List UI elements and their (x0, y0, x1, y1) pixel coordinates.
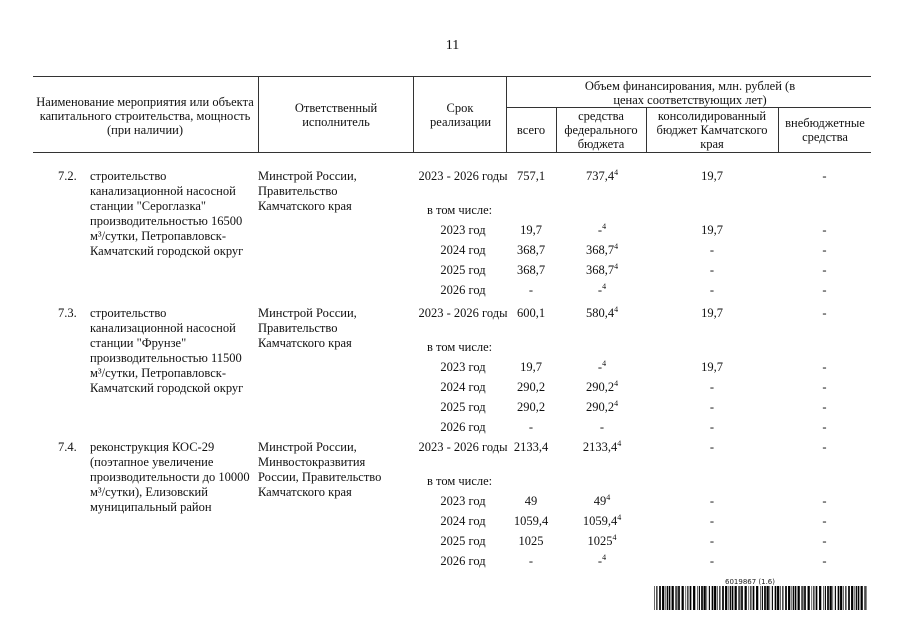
header-divider (413, 76, 414, 152)
footnote-marker: 4 (614, 242, 619, 251)
footnote-marker: 4 (614, 305, 619, 314)
consolidated-value: - (709, 263, 715, 277)
footnote-marker: 4 (614, 399, 619, 408)
barcode-bar (662, 586, 664, 610)
barcode-bar (802, 586, 803, 610)
total-value: 368,7 (516, 263, 546, 277)
period-cell: 2025 год (440, 263, 486, 277)
header-name: Наименование мероприятия или объекта капитального строительства, мощность (при наличии) (36, 95, 254, 137)
header-divider (778, 107, 779, 152)
extrabudget-value: - (822, 534, 827, 548)
barcode-bar (851, 586, 853, 610)
consolidated-value: - (709, 283, 715, 297)
barcode-bar (745, 586, 747, 610)
barcode-bar (682, 586, 684, 610)
federal-value: $49^4$ (593, 493, 611, 508)
barcode-bar (725, 586, 727, 610)
barcode-bar (732, 586, 734, 610)
footnote-marker: 4 (617, 513, 622, 522)
federal-value: 737,4$^4$ (585, 168, 619, 183)
extrabudget-value: - (822, 554, 827, 568)
barcode-bar (654, 586, 655, 610)
extrabudget-value: - (822, 494, 827, 508)
federal-value: 1025$^4$ (587, 533, 617, 548)
extrabudget-value: - (822, 306, 827, 320)
total-value: 49 (524, 494, 538, 508)
barcode-bar (812, 586, 813, 610)
barcode-bar (722, 586, 724, 610)
header-period: Срок реализации (430, 101, 492, 129)
barcode-bar (729, 586, 730, 610)
federal-value: -$^4$ (597, 222, 607, 237)
total-value: 290,2 (516, 400, 546, 414)
barcode-bar (687, 586, 688, 610)
barcode-bar (735, 586, 737, 610)
header-divider (506, 76, 507, 152)
table-top-border (33, 76, 871, 77)
total-value: 19,7 (520, 223, 542, 237)
barcode-bar (676, 586, 677, 610)
barcode-bar (780, 586, 781, 610)
barcode-bar (835, 586, 836, 610)
barcode-bar (813, 586, 814, 610)
total-value: 1025 (518, 534, 544, 548)
section-name: строительство канализационной насосной станции "Сероглазка" производительностью 16500 м³/сутки, Петропавловск-Камчатский городской округ (90, 169, 244, 258)
barcode-bar (843, 586, 844, 610)
period-subheading: в том числе: (427, 340, 493, 354)
section-name: реконструкция КОС-29 (поэтапное увеличение производительности до 10000 м³/сутки), Елизовский муниципальный район (90, 440, 250, 514)
period-cell: 2026 год (440, 283, 486, 297)
footnote-marker: 4 (614, 168, 619, 177)
section-executor: Минстрой России, Правительство Камчатского края (258, 169, 357, 213)
consolidated-value: 19,7 (701, 306, 723, 320)
barcode-bar (669, 586, 671, 610)
barcode-bar (704, 586, 706, 610)
period-cell: 2024 год (440, 380, 486, 394)
header-extrabudget: внебюджетные средства (785, 116, 865, 144)
total-value: 19,7 (520, 360, 542, 374)
barcode-bar (719, 586, 720, 610)
consolidated-value: - (709, 243, 715, 257)
barcode-bar (770, 586, 771, 610)
barcode-bar (838, 586, 840, 610)
consolidated-value: - (709, 554, 715, 568)
period-cell: 2026 год (440, 420, 486, 434)
period-cell: 2023 - 2026 годы (418, 440, 508, 454)
barcode-bar (855, 586, 856, 610)
barcode-bar (693, 586, 695, 610)
section-number: 7.3. (58, 306, 77, 320)
footnote-marker: 4 (612, 533, 617, 542)
barcode-bar (775, 586, 777, 610)
extrabudget-value: - (822, 223, 827, 237)
consolidated-value: - (709, 494, 715, 508)
federal-value: 368,7$^4$ (585, 242, 619, 257)
barcode-bar (672, 586, 674, 610)
period-cell: 2024 год (440, 514, 486, 528)
footnote-marker: 4 (602, 282, 607, 291)
barcode-bar (795, 586, 797, 610)
footnote-marker: 4 (614, 379, 619, 388)
barcode-bar (712, 586, 714, 610)
barcode-bar (738, 586, 739, 610)
barcode-bar (749, 586, 750, 610)
barcode-bar (753, 586, 755, 610)
period-cell: 2023 - 2026 годы (418, 306, 508, 320)
barcode-bar (741, 586, 743, 610)
header-executor: Ответственный исполнитель (294, 101, 378, 129)
header-federal: средства федерального бюджета (564, 109, 638, 151)
consolidated-value: 19,7 (701, 223, 723, 237)
barcode-bar (756, 586, 758, 610)
header-divider (258, 76, 259, 152)
barcode-bar (667, 586, 668, 610)
period-subheading: в том числе: (427, 203, 493, 217)
period-cell: 2023 - 2026 годы (418, 169, 508, 183)
extrabudget-value: - (822, 263, 827, 277)
barcode-bar (772, 586, 773, 610)
barcode-bar (730, 586, 731, 610)
barcode-bar (801, 586, 802, 610)
barcode-bar (830, 586, 832, 610)
barcode-bar (856, 586, 857, 610)
consolidated-value: - (709, 514, 715, 528)
table-header-bottom-border (33, 152, 871, 153)
consolidated-value: 19,7 (701, 360, 723, 374)
consolidated-value: 19,7 (701, 169, 723, 183)
federal-value: 368,7$^4$ (585, 262, 619, 277)
barcode-bar (858, 586, 860, 610)
period-subheading: в том числе: (427, 474, 493, 488)
header-divider (556, 107, 557, 152)
barcode-bar (798, 586, 800, 610)
barcode-bar (659, 586, 661, 610)
total-value: 290,2 (516, 380, 546, 394)
barcode-bar (678, 586, 680, 610)
extrabudget-value: - (822, 169, 827, 183)
barcode-bar (762, 586, 763, 610)
total-value: 757,1 (516, 169, 546, 183)
federal-value: -$^4$ (597, 359, 607, 374)
barcode-bar (714, 586, 716, 610)
barcode-bar (686, 586, 687, 610)
barcode-bar (782, 586, 783, 610)
barcode-bar (861, 586, 863, 610)
barcode-bar (666, 586, 667, 610)
barcode-bar (701, 586, 703, 610)
federal-value: -$^4$ (597, 282, 607, 297)
barcode-bar (865, 586, 866, 610)
consolidated-value: - (709, 380, 715, 394)
total-value: 2133,4 (513, 440, 549, 454)
barcode-bar (827, 586, 829, 610)
barcode-bar (699, 586, 700, 610)
period-cell: 2024 год (440, 243, 486, 257)
barcode-bar (767, 586, 769, 610)
federal-value: 580,4$^4$ (585, 305, 619, 320)
extrabudget-value: - (822, 360, 827, 374)
extrabudget-value: - (822, 243, 827, 257)
barcode-bar (709, 586, 710, 610)
header-total: всего (516, 123, 546, 137)
barcode-bar (823, 586, 824, 610)
barcode-bar (697, 586, 698, 610)
federal-value: -$^4$ (597, 553, 607, 568)
funding-subheader-border (506, 107, 871, 108)
barcode-bar (785, 586, 787, 610)
barcode-bar (675, 586, 676, 610)
total-value: - (528, 283, 534, 297)
footnote-marker: 4 (617, 439, 622, 448)
barcode-icon (654, 586, 869, 610)
extrabudget-value: - (822, 380, 827, 394)
barcode-bar (793, 586, 794, 610)
barcode-bar (816, 586, 818, 610)
barcode-caption: 6019867 (1.6) (725, 578, 775, 586)
total-value: 368,7 (516, 243, 546, 257)
barcode-bar (717, 586, 718, 610)
period-cell: 2026 год (440, 554, 486, 568)
period-cell: 2025 год (440, 534, 486, 548)
period-cell: 2025 год (440, 400, 486, 414)
extrabudget-value: - (822, 440, 827, 454)
footnote-marker: 4 (614, 262, 619, 271)
consolidated-value: - (709, 534, 715, 548)
footnote-marker: 4 (602, 222, 607, 231)
federal-value: 290,2$^4$ (585, 399, 619, 414)
section-executor: Минстрой России, Правительство Камчатского края (258, 306, 357, 350)
barcode-bar (808, 586, 810, 610)
header-funding: Объем финансирования, млн. рублей (в ценах соответствующих лет) (584, 79, 796, 107)
barcode-bar (760, 586, 761, 610)
section-number: 7.2. (58, 169, 77, 183)
page-number: 11 (445, 38, 460, 53)
total-value: - (528, 554, 534, 568)
barcode-bar (764, 586, 766, 610)
barcode-bar (792, 586, 793, 610)
barcode-bar (750, 586, 751, 610)
footnote-marker: 4 (606, 493, 611, 502)
footnote-marker: 4 (602, 359, 607, 368)
barcode-bar (819, 586, 821, 610)
header-divider (646, 107, 647, 152)
consolidated-value: - (709, 440, 715, 454)
barcode-bar (777, 586, 779, 610)
barcode-bar (739, 586, 740, 610)
barcode-bar (833, 586, 834, 610)
barcode-bar (848, 586, 850, 610)
barcode-bar (804, 586, 806, 610)
barcode-bar (864, 586, 865, 610)
federal-value: - (599, 420, 605, 434)
barcode-bar (707, 586, 708, 610)
consolidated-value: - (709, 420, 715, 434)
header-consolidated: консолидированный бюджет Камчатского края (656, 109, 768, 151)
federal-value: 2133,4$^4$ (582, 439, 622, 454)
federal-value: 290,2$^4$ (585, 379, 619, 394)
total-value: - (528, 420, 534, 434)
period-cell: 2023 год (440, 223, 486, 237)
total-value: 1059,4 (513, 514, 549, 528)
barcode-bar (788, 586, 790, 610)
total-value: 600,1 (516, 306, 546, 320)
barcode-bar (840, 586, 842, 610)
barcode-bar (690, 586, 692, 610)
consolidated-value: - (709, 400, 715, 414)
extrabudget-value: - (822, 514, 827, 528)
period-cell: 2023 год (440, 494, 486, 508)
footnote-marker: 4 (602, 553, 607, 562)
federal-value: 1059,4$^4$ (582, 513, 622, 528)
extrabudget-value: - (822, 400, 827, 414)
barcode-bar (825, 586, 826, 610)
barcode-bar (656, 586, 657, 610)
section-number: 7.4. (58, 440, 77, 454)
period-cell: 2023 год (440, 360, 486, 374)
section-name: строительство канализационной насосной станции "Фрунзе" производительностью 11500 м³/сутки, Петропавловск-Камчатский городской округ (90, 306, 244, 395)
extrabudget-value: - (822, 420, 827, 434)
barcode-bar (845, 586, 846, 610)
extrabudget-value: - (822, 283, 827, 297)
section-executor: Минстрой России, Минвостокразвития России, Правительство Камчатского края (258, 440, 382, 499)
